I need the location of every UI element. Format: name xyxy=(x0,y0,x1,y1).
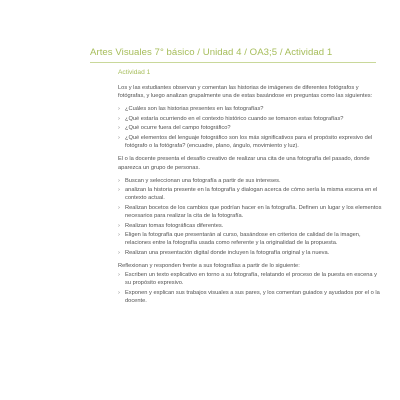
list-item-text: Escriben un texto explicativo en torno a su fotografía, relatando el proceso de la puesta en escena y su propósito expresivo. xyxy=(125,272,377,287)
reflection-intro: Reflexionan y responden frente a sus fotografías a partir de lo siguiente: xyxy=(118,263,300,270)
list-item-text: Realizan bocetos de los cambios que podrían hacer en la fotografía. Definen un lugar y los elementos necesarios para realizar la cita de la fotografía. xyxy=(125,204,382,220)
title-divider xyxy=(90,62,376,63)
list-item xyxy=(118,134,383,150)
intro-paragraph: Los y las estudiantes observan y comentan las historias de imágenes de diferentes fotógrafos y fotógrafas, y luego analizan grupalmente una de estas basándose en preguntas como las siguientes: xyxy=(118,85,373,100)
bullet-icon: › xyxy=(118,106,120,113)
list-item-text: Exponen y explican sus trabajos visuales a sus pares, y los comentan guiados y ayudados por el o la docente. xyxy=(125,289,380,305)
bullet-icon: › xyxy=(118,289,120,296)
bullet-icon: › xyxy=(118,204,120,211)
list-item xyxy=(118,231,383,247)
list-item-text: ¿Cuáles son las historias presentes en las fotografías? xyxy=(125,106,264,113)
list-item-text: Realizan una presentación digital donde incluyen la fotografía original y la nueva. xyxy=(125,249,330,256)
bullet-icon: › xyxy=(118,134,120,141)
list-item xyxy=(118,289,383,305)
document-body xyxy=(118,84,383,310)
list-item xyxy=(118,249,383,257)
list-item xyxy=(118,204,383,220)
list-item xyxy=(118,186,383,202)
list-item-text: analizan la historia presente en la fotografía y dialogan acerca de cómo sería la misma escena en el contexto actual. xyxy=(125,187,378,202)
list-item xyxy=(118,105,383,113)
bullet-icon: › xyxy=(118,125,120,132)
section-heading: Actividad 1 xyxy=(118,69,151,76)
list-item xyxy=(118,115,383,123)
list-item-text: ¿Qué ocurre fuera del campo fotográfico? xyxy=(125,125,231,132)
bullet-icon: › xyxy=(118,187,120,194)
list-item xyxy=(118,177,383,185)
list-item xyxy=(118,222,383,230)
list-item-text: ¿Qué estaría ocurriendo en el contexto histórico cuando se tomaron estas fotografías? xyxy=(125,115,344,122)
bullet-icon: › xyxy=(118,177,120,184)
list-item xyxy=(118,271,383,287)
bullet-icon: › xyxy=(118,272,120,279)
question-list xyxy=(118,105,383,150)
bullet-icon: › xyxy=(118,115,120,122)
document-title: Artes Visuales 7° básico / Unidad 4 / OA3;5 / Actividad 1 xyxy=(90,47,333,58)
reflection-list xyxy=(118,271,383,305)
steps-list xyxy=(118,177,383,257)
bullet-icon: › xyxy=(118,249,120,256)
list-item xyxy=(118,124,383,132)
list-item-text: Eligen la fotografía que presentarán al curso, basándose en criterios de calidad de la imagen, relaciones entre la fotografía usada como referente y la originalidad de la propuesta. xyxy=(125,232,361,247)
list-item-text: ¿Qué elementos del lenguaje fotográfico son los más significativos para el propósito expresivo del fotógrafo o la fotógrafa? (encuadre, plano, ángulo, movimiento y luz). xyxy=(125,134,373,150)
bullet-icon: › xyxy=(118,232,120,239)
list-item-text: Realizan tomas fotográficas diferentes. xyxy=(125,222,224,229)
bullet-icon: › xyxy=(118,222,120,229)
list-item-text: Buscan y seleccionan una fotografía a partir de sus intereses. xyxy=(125,177,281,184)
challenge-paragraph: El o la docente presenta el desafío creativo de realizar una cita de una fotografía del pasado, donde aparezca un grupo de personas. xyxy=(118,156,370,171)
